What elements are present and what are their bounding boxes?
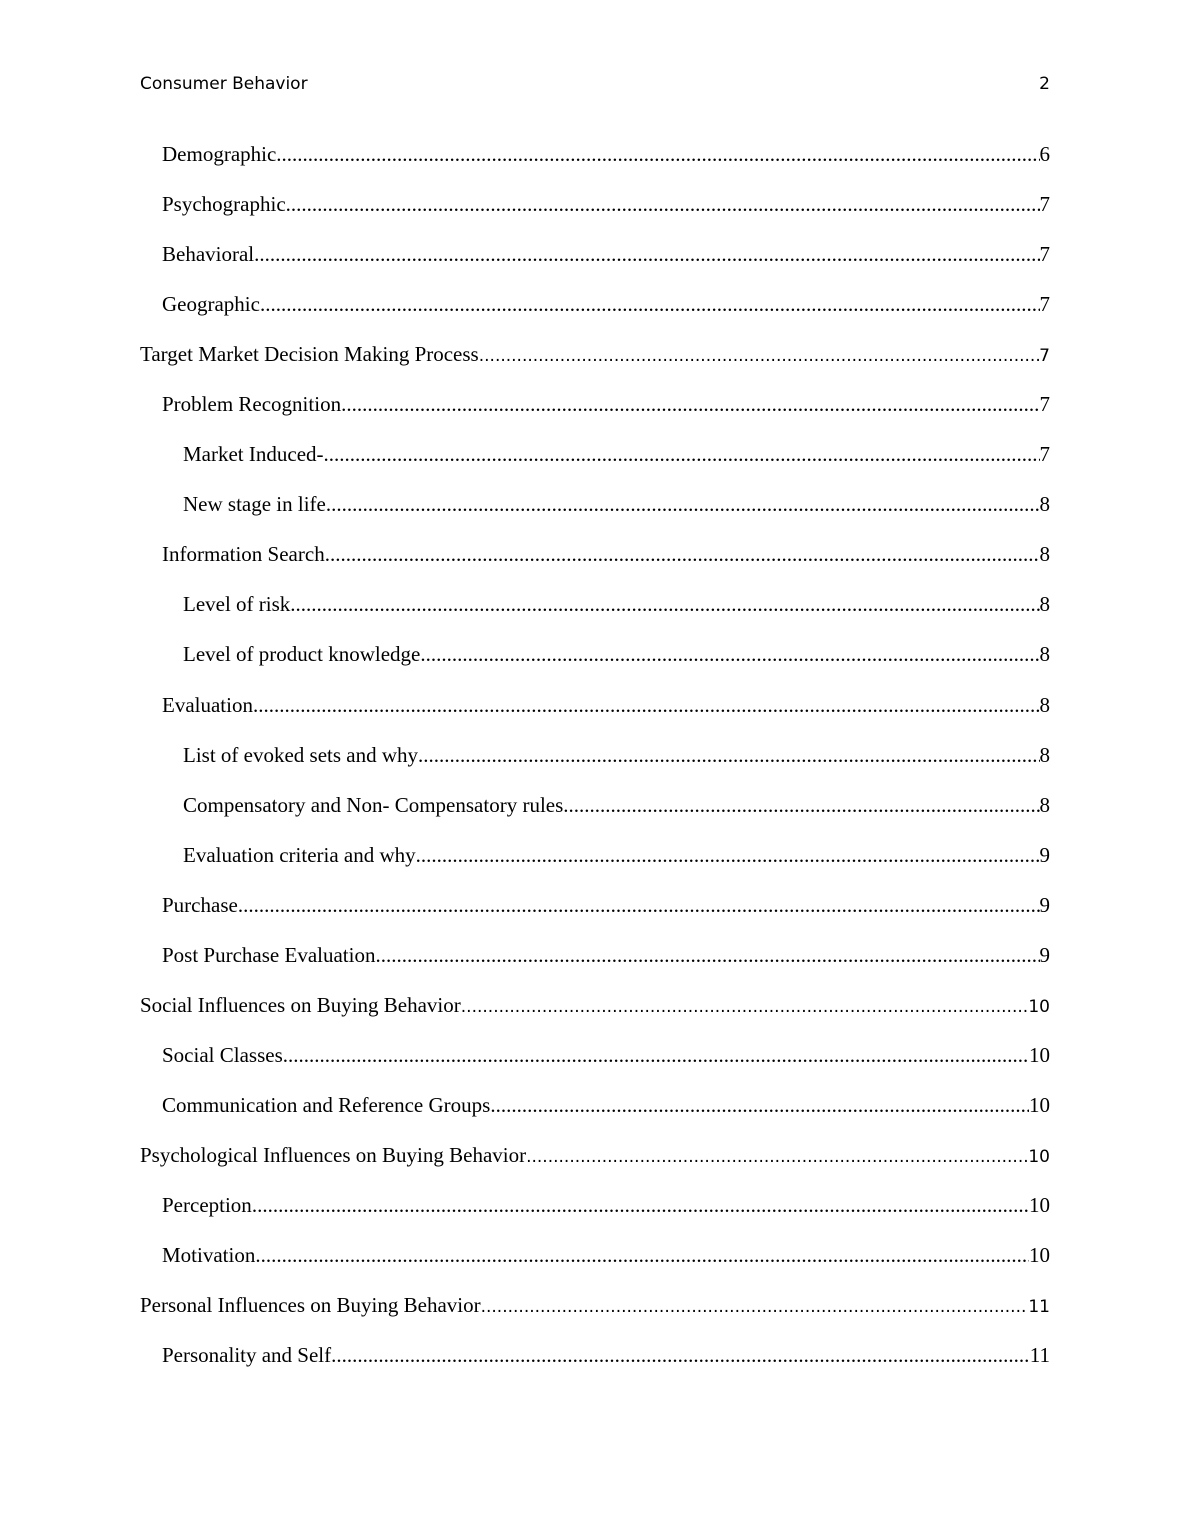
toc-entry-title: Psychological Influences on Buying Behavior [140, 1142, 527, 1167]
toc-entry-page-number: 10 [1029, 1092, 1050, 1117]
toc-entry[interactable] [140, 540, 1050, 590]
toc-dot-leader [331, 1341, 1030, 1369]
toc-entry-title: Evaluation criteria and why [183, 842, 416, 867]
toc-dot-leader [490, 1091, 1029, 1119]
toc-entry-title: Social Classes [162, 1042, 283, 1067]
toc-entry-title: Motivation [162, 1243, 256, 1268]
toc-entry-page-number: 8 [1039, 692, 1050, 717]
toc-entry-title: Behavioral [162, 242, 255, 267]
toc-dot-leader [252, 1191, 1029, 1219]
toc-dot-leader [418, 741, 1039, 769]
toc-entry[interactable] [140, 190, 1050, 240]
toc-entry-page-number: 7 [1039, 292, 1050, 317]
toc-entry-page-number: 11 [1028, 1297, 1050, 1318]
toc-dot-leader [324, 440, 1040, 468]
toc-entry[interactable] [140, 791, 1050, 841]
toc-entry[interactable] [140, 941, 1050, 991]
toc-entry-title: Post Purchase Evaluation [162, 942, 376, 967]
toc-entry[interactable] [140, 640, 1050, 690]
page-header [140, 72, 1050, 96]
toc-dot-leader [260, 290, 1040, 318]
toc-entry-title: Geographic [162, 292, 260, 317]
toc-entry[interactable] [140, 841, 1050, 891]
toc-entry-title: Market Induced- [183, 442, 324, 467]
toc-entry-title: Personal Influences on Buying Behavior [140, 1293, 481, 1318]
toc-entry[interactable] [140, 1191, 1050, 1241]
toc-entry-page-number: 9 [1039, 842, 1050, 867]
table-of-contents [140, 140, 1050, 1391]
toc-entry[interactable] [140, 741, 1050, 791]
toc-entry-page-number: 7 [1039, 192, 1050, 217]
toc-dot-leader [563, 791, 1039, 819]
toc-entry-page-number: 8 [1039, 592, 1050, 617]
toc-entry-title: New stage in life [183, 492, 326, 517]
toc-entry-title: Communication and Reference Groups [162, 1092, 491, 1117]
toc-entry[interactable] [140, 1291, 1050, 1341]
toc-dot-leader [255, 1241, 1029, 1269]
toc-entry-page-number: 10 [1029, 1192, 1050, 1217]
toc-entry-page-number: 10 [1028, 996, 1050, 1017]
toc-entry[interactable] [140, 1091, 1050, 1141]
toc-entry[interactable] [140, 991, 1050, 1041]
toc-entry-title: Target Market Decision Making Process [140, 342, 479, 367]
toc-dot-leader [420, 640, 1039, 668]
toc-entry-title: Level of risk [183, 592, 291, 617]
toc-dot-leader [326, 490, 1040, 518]
toc-entry[interactable] [140, 1341, 1050, 1391]
toc-dot-leader [375, 941, 1039, 969]
toc-dot-leader [341, 390, 1039, 418]
toc-entry-title: Perception [162, 1192, 252, 1217]
toc-entry[interactable] [140, 691, 1050, 741]
toc-entry[interactable] [140, 140, 1050, 190]
toc-entry-page-number: 9 [1039, 942, 1050, 967]
toc-entry-title: Purchase [162, 892, 238, 917]
toc-dot-leader [290, 590, 1039, 618]
toc-entry-title: Information Search [162, 542, 325, 567]
toc-dot-leader [238, 891, 1040, 919]
toc-entry-page-number: 10 [1028, 1146, 1050, 1167]
toc-entry-title: List of evoked sets and why [183, 742, 419, 767]
toc-entry-page-number: 7 [1039, 392, 1050, 417]
toc-entry-title: Compensatory and Non- Compensatory rules [183, 792, 564, 817]
toc-dot-leader [286, 190, 1040, 218]
toc-entry-page-number: 8 [1039, 492, 1050, 517]
toc-entry-title: Evaluation [162, 692, 253, 717]
toc-dot-leader [479, 342, 1039, 370]
toc-entry-page-number: 8 [1039, 542, 1050, 567]
toc-dot-leader [481, 1293, 1029, 1321]
toc-dot-leader [325, 540, 1040, 568]
toc-entry-title: Level of product knowledge [183, 642, 421, 667]
toc-entry-title: Demographic [162, 142, 277, 166]
toc-entry-page-number: 8 [1039, 642, 1050, 667]
toc-dot-leader [416, 841, 1040, 869]
toc-dot-leader [283, 1041, 1029, 1069]
toc-entry-page-number: 10 [1029, 1042, 1050, 1067]
header-title: Consumer Behavior [140, 74, 308, 94]
toc-entry-title: Psychographic [162, 192, 286, 217]
toc-entry[interactable] [140, 1041, 1050, 1091]
toc-entry-title: Personality and Self [162, 1343, 332, 1368]
toc-entry[interactable] [140, 440, 1050, 490]
toc-entry[interactable] [140, 590, 1050, 640]
toc-entry-page-number: 9 [1039, 892, 1050, 917]
toc-entry-page-number: 7 [1039, 442, 1050, 467]
toc-dot-leader [461, 993, 1029, 1021]
header-page-number: 2 [1039, 74, 1050, 94]
toc-dot-leader [276, 140, 1039, 168]
toc-entry-page-number: 7 [1039, 242, 1050, 267]
toc-entry-title: Problem Recognition [162, 392, 342, 417]
toc-entry[interactable] [140, 390, 1050, 440]
toc-entry-page-number: 11 [1029, 1343, 1050, 1368]
toc-dot-leader [253, 691, 1040, 719]
toc-entry[interactable] [140, 891, 1050, 941]
toc-entry-page-number: 6 [1039, 142, 1050, 166]
toc-entry-page-number: 10 [1029, 1243, 1050, 1268]
toc-dot-leader [254, 240, 1039, 268]
toc-entry-title: Social Influences on Buying Behavior [140, 992, 461, 1017]
toc-entry[interactable] [140, 490, 1050, 540]
toc-entry[interactable] [140, 240, 1050, 290]
toc-entry[interactable] [140, 340, 1050, 390]
toc-entry[interactable] [140, 1241, 1050, 1291]
toc-entry-page-number: 8 [1039, 792, 1050, 817]
toc-entry-page-number: 8 [1039, 742, 1050, 767]
toc-entry-page-number: 7 [1039, 346, 1050, 367]
toc-entry[interactable] [140, 1141, 1050, 1191]
toc-entry[interactable] [140, 290, 1050, 340]
toc-dot-leader [526, 1143, 1028, 1171]
